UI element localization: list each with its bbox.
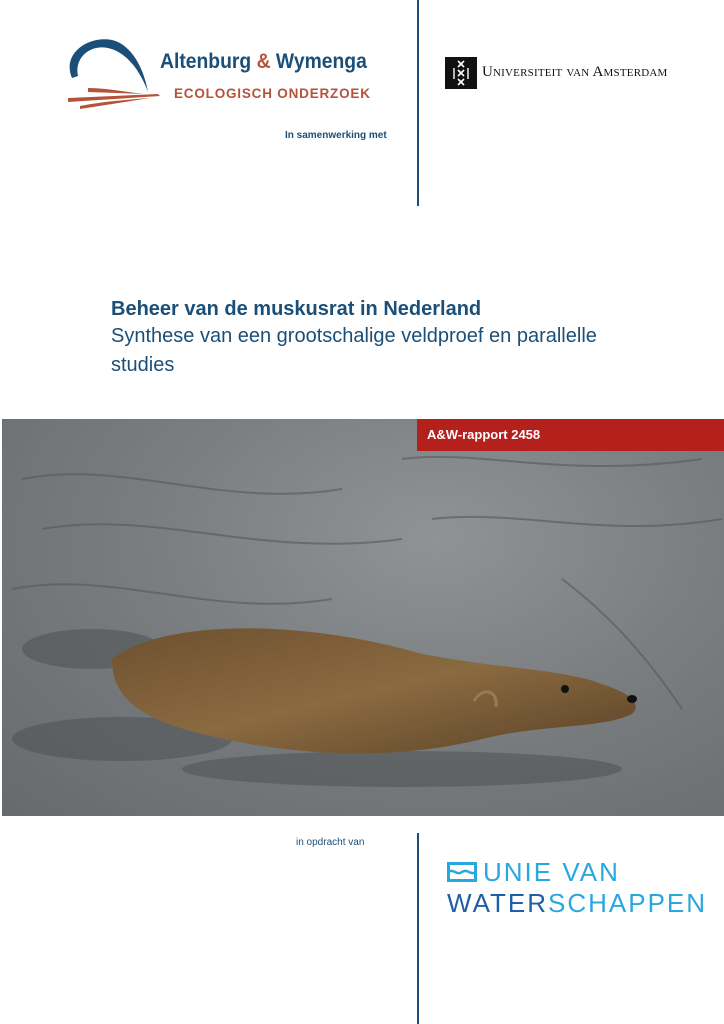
report-number-badge: [417, 419, 724, 451]
altenburg-wymenga-logo: [66, 36, 406, 116]
schappen-text: SCHAPPEN: [548, 888, 708, 918]
uva-emblem-icon: [445, 57, 477, 89]
report-number-text: A&W-rapport 2458: [427, 427, 541, 442]
report-title: Beheer van de muskusrat in Nederland: [111, 298, 482, 320]
muskrat-illustration: [2, 419, 724, 816]
divider-line-bottom: [417, 833, 419, 1024]
water-text: WATER: [447, 888, 548, 918]
divider-line-top: [417, 0, 419, 206]
aw-company-name: Altenburg & Wymenga: [160, 50, 367, 73]
commissioned-label: in opdracht van: [296, 837, 365, 848]
aw-company-subtitle: ECOLOGISCH ONDERZOEK: [174, 86, 371, 101]
unie-van-text: UNIE VAN: [483, 857, 620, 887]
unie-van-waterschappen-logo-line1: [447, 857, 620, 888]
uva-name: Universiteit van Amsterdam: [482, 64, 668, 80]
collaboration-label: In samenwerking met: [285, 130, 387, 141]
report-subtitle: Synthese van een grootschalige veldproef en parallelle studies: [111, 325, 597, 376]
aw-swoosh-icon: [66, 36, 166, 112]
water-icon: [447, 862, 477, 882]
unie-van-waterschappen-logo-line2: [447, 888, 707, 919]
cover-photo-muskrat: [2, 419, 724, 816]
